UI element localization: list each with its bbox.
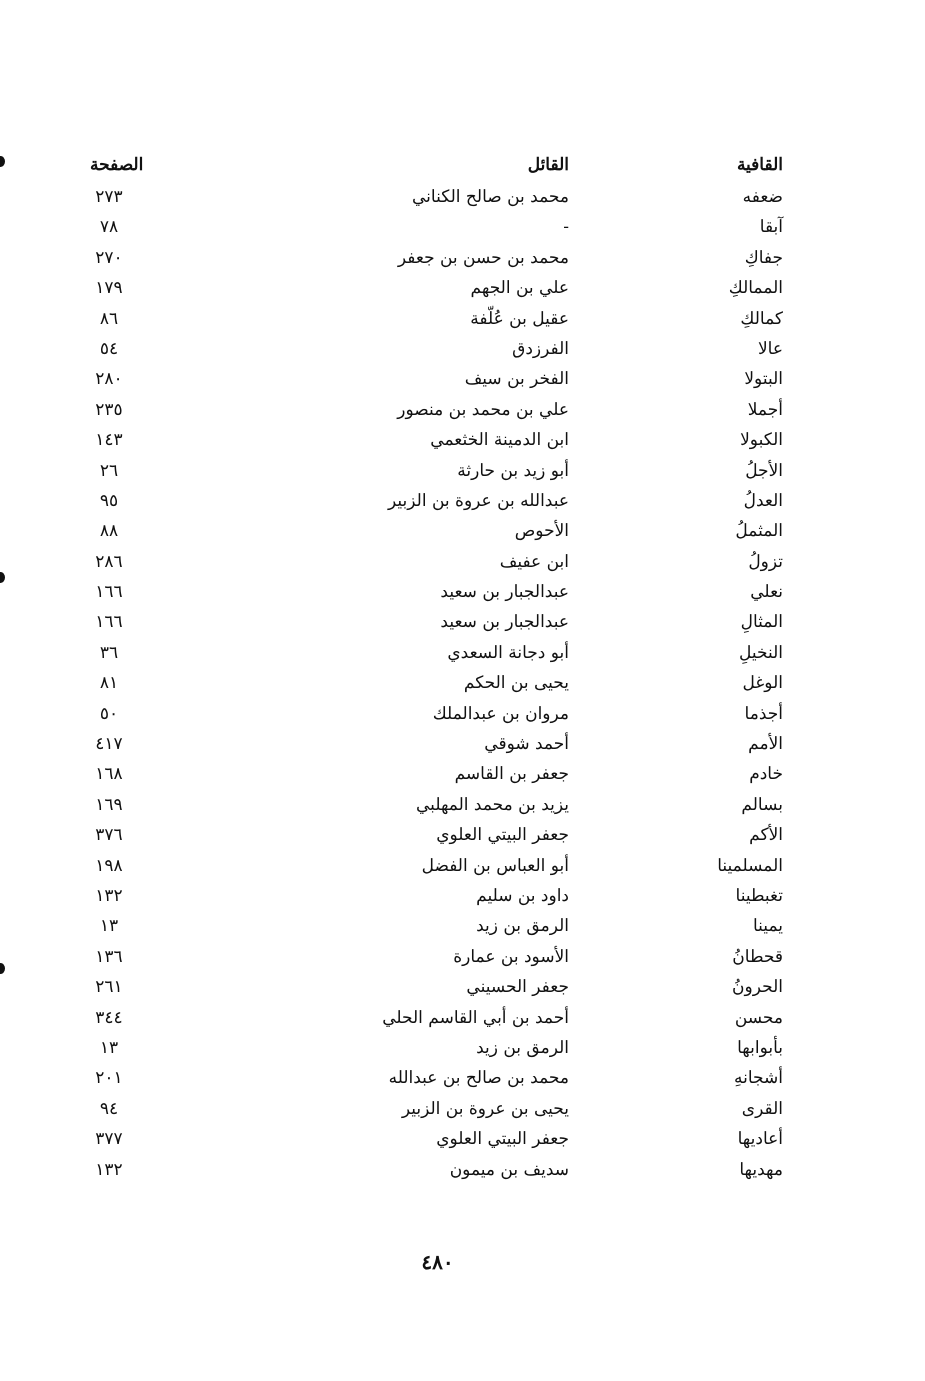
rhyme-cell: ضعفه: [742, 187, 783, 207]
rhyme-cell: الوغل: [742, 673, 783, 694]
page-cell: ٣٤٤: [95, 1007, 123, 1028]
page-cell: ٩٥: [99, 490, 119, 511]
poet-cell: أبو العباس بن الفضل: [421, 855, 569, 876]
page-cell: ٥٠: [99, 703, 119, 724]
rhyme-cell: قحطانُ: [732, 946, 783, 967]
poet-cell: ابن عفيف: [499, 551, 569, 572]
table-row: [60, 881, 795, 911]
poet-cell: عبدالله بن عروة بن الزبير: [388, 490, 569, 511]
rhyme-cell: تزولُ: [748, 551, 783, 572]
rhyme-cell: جفاكِ: [744, 247, 783, 268]
page-cell: ٢٨٦: [95, 551, 123, 572]
rhyme-cell: أجذما: [744, 703, 783, 724]
page-cell: ٣٧٧: [95, 1129, 123, 1150]
page-cell: ٥٤: [99, 338, 119, 359]
poet-cell: جعفر بن القاسم: [454, 764, 569, 785]
poet-cell: جعفر البيتي العلوي: [436, 825, 569, 846]
page-cell: ١٦٦: [95, 612, 123, 633]
page-cell: ١٣: [99, 1037, 119, 1058]
page-cell: ٨١: [99, 673, 119, 694]
page-cell: ٣٧٦: [95, 825, 123, 846]
poet-cell: يزيد بن محمد المهلبي: [416, 794, 569, 815]
table-row: [60, 638, 795, 668]
poet-cell: أحمد بن أبي القاسم الحلي: [382, 1007, 569, 1028]
margin-mark: [0, 572, 5, 583]
poet-cell: يحيى بن عروة بن الزبير: [401, 1098, 569, 1119]
table-row: [60, 577, 795, 607]
poet-cell: ابن الدمينة الخثعمي: [430, 430, 569, 451]
poet-cell: يحيى بن الحكم: [463, 673, 569, 694]
page-cell: ٢٨٠: [95, 369, 123, 390]
page-cell: ٢٧٣: [95, 187, 123, 207]
page-cell: ١٤٣: [95, 430, 123, 451]
page-cell: ١٩٨: [95, 855, 123, 876]
rhyme-cell: البتولا: [744, 369, 783, 390]
table-row: [60, 516, 795, 546]
page-cell: ١٣٦: [95, 946, 123, 967]
poet-cell: جعفر الحسيني: [466, 977, 569, 998]
table-row: [60, 851, 795, 881]
table-row: [60, 942, 795, 972]
rhyme-cell: الأجلُ: [745, 460, 783, 481]
rhyme-cell: خادم: [749, 764, 783, 785]
margin-mark: [0, 963, 5, 974]
table-row: [60, 456, 795, 486]
header-poet: القائل: [527, 155, 569, 175]
table-row: [60, 182, 795, 212]
rhyme-cell: يمينا: [753, 916, 783, 937]
rhyme-cell: العدلُ: [743, 490, 783, 511]
table-header: [60, 150, 795, 182]
rhyme-cell: بأبوابها: [737, 1037, 783, 1058]
rhyme-cell: الممالكِ: [728, 278, 783, 299]
rhyme-cell: آبقا: [759, 217, 783, 238]
margin-mark: [0, 156, 5, 167]
header-rhyme: القافية: [736, 155, 783, 175]
table-row: [60, 334, 795, 364]
table-row: [60, 1003, 795, 1033]
poet-cell: جعفر البيتي العلوي: [436, 1129, 569, 1150]
poet-cell: الأسود بن عمارة: [453, 946, 569, 967]
rhyme-cell: الأمم: [748, 734, 783, 755]
table-row: [60, 729, 795, 759]
poet-cell: عقيل بن عُلّفة: [470, 308, 569, 329]
page-cell: ٢٠١: [95, 1068, 123, 1089]
rhyme-cell: تغبطينا: [735, 885, 783, 906]
page-cell: ١٣: [99, 916, 119, 937]
poet-cell: عبدالجبار بن سعيد: [440, 612, 569, 633]
page-cell: ٢٦: [99, 460, 119, 481]
rhyme-cell: محسن: [734, 1007, 783, 1028]
poet-cell: الأحوص: [514, 521, 569, 542]
table-row: [60, 699, 795, 729]
page-cell: ٣٦: [99, 642, 119, 663]
poet-cell: أبو دجانة السعدي: [447, 642, 569, 663]
rhyme-cell: القرى: [741, 1098, 783, 1119]
rhyme-cell: أعاديها: [737, 1129, 783, 1150]
rhyme-cell: المثملُ: [735, 521, 783, 542]
rhymes-index-table: [60, 150, 795, 1185]
rhyme-cell: المثالِ: [740, 612, 783, 633]
page-cell: ١٦٨: [95, 764, 123, 785]
table-row: [60, 547, 795, 577]
page-cell: ٢٣٥: [95, 399, 123, 420]
table-body: [60, 182, 795, 1185]
poet-cell: محمد بن صالح بن عبدالله: [388, 1068, 569, 1089]
rhyme-cell: مهديها: [739, 1159, 783, 1180]
page-cell: ٤١٧: [95, 734, 123, 755]
table-row: [60, 486, 795, 516]
poet-cell: الرمق بن زيد: [476, 916, 569, 937]
page-cell: ١٦٩: [95, 794, 123, 815]
table-row: [60, 1094, 795, 1124]
table-row: [60, 1124, 795, 1154]
page-cell: ٨٦: [99, 308, 119, 329]
poet-cell: مروان بن عبدالملك: [432, 703, 569, 724]
table-row: [60, 668, 795, 698]
page-cell: ١٧٩: [95, 278, 123, 299]
poet-cell: علي بن الجهم: [470, 278, 569, 299]
table-row: [60, 243, 795, 273]
rhyme-cell: الكبولا: [740, 430, 783, 451]
page-cell: ١٦٦: [95, 582, 123, 603]
rhyme-cell: أشجانهِ: [734, 1068, 783, 1089]
poet-cell: سديف بن ميمون: [449, 1159, 569, 1180]
table-row: [60, 212, 795, 242]
page-number: ٤٨٠: [421, 1250, 454, 1274]
poet-cell: الرمق بن زيد: [476, 1037, 569, 1058]
rhyme-cell: الحرونُ: [732, 977, 783, 998]
table-row: [60, 425, 795, 455]
table-row: [60, 790, 795, 820]
page-cell: ٩٤: [99, 1098, 119, 1119]
table-row: [60, 273, 795, 303]
page-cell: ١٣٢: [95, 885, 123, 906]
page-cell: ٢٦١: [95, 977, 123, 998]
rhyme-cell: المسلمينا: [717, 855, 783, 876]
rhyme-cell: الأكم: [749, 825, 783, 846]
table-row: [60, 1155, 795, 1185]
rhyme-cell: كمالكِ: [740, 308, 783, 329]
table-row: [60, 759, 795, 789]
rhyme-cell: بسالم: [741, 794, 783, 815]
page-cell: ١٣٢: [95, 1159, 123, 1180]
poet-cell: -: [563, 217, 569, 238]
rhyme-cell: عالا: [757, 338, 783, 359]
table-row: [60, 607, 795, 637]
poet-cell: أحمد شوقي: [484, 734, 569, 755]
table-row: [60, 1033, 795, 1063]
poet-cell: داود بن سليم: [476, 885, 569, 906]
table-row: [60, 304, 795, 334]
rhyme-cell: أجملا: [747, 399, 783, 420]
poet-cell: الفخر بن سيف: [464, 369, 569, 390]
page-cell: ٢٧٠: [95, 247, 123, 268]
table-row: [60, 972, 795, 1002]
poet-cell: عبدالجبار بن سعيد: [440, 582, 569, 603]
header-page: الصفحة: [90, 155, 144, 175]
poet-cell: علي بن محمد بن منصور: [397, 399, 569, 420]
table-row: [60, 364, 795, 394]
page-cell: ٧٨: [99, 217, 119, 238]
rhyme-cell: النخيلِ: [738, 642, 783, 663]
poet-cell: محمد بن حسن بن جعفر: [397, 247, 569, 268]
table-row: [60, 395, 795, 425]
table-row: [60, 1063, 795, 1093]
rhyme-cell: نعلي: [750, 582, 783, 603]
poet-cell: أبو زيد بن حارثة: [457, 460, 569, 481]
poet-cell: الفرزدق: [512, 338, 569, 359]
poet-cell: محمد بن صالح الكناني: [412, 187, 569, 207]
page-cell: ٨٨: [99, 521, 119, 542]
table-row: [60, 911, 795, 941]
table-row: [60, 820, 795, 850]
